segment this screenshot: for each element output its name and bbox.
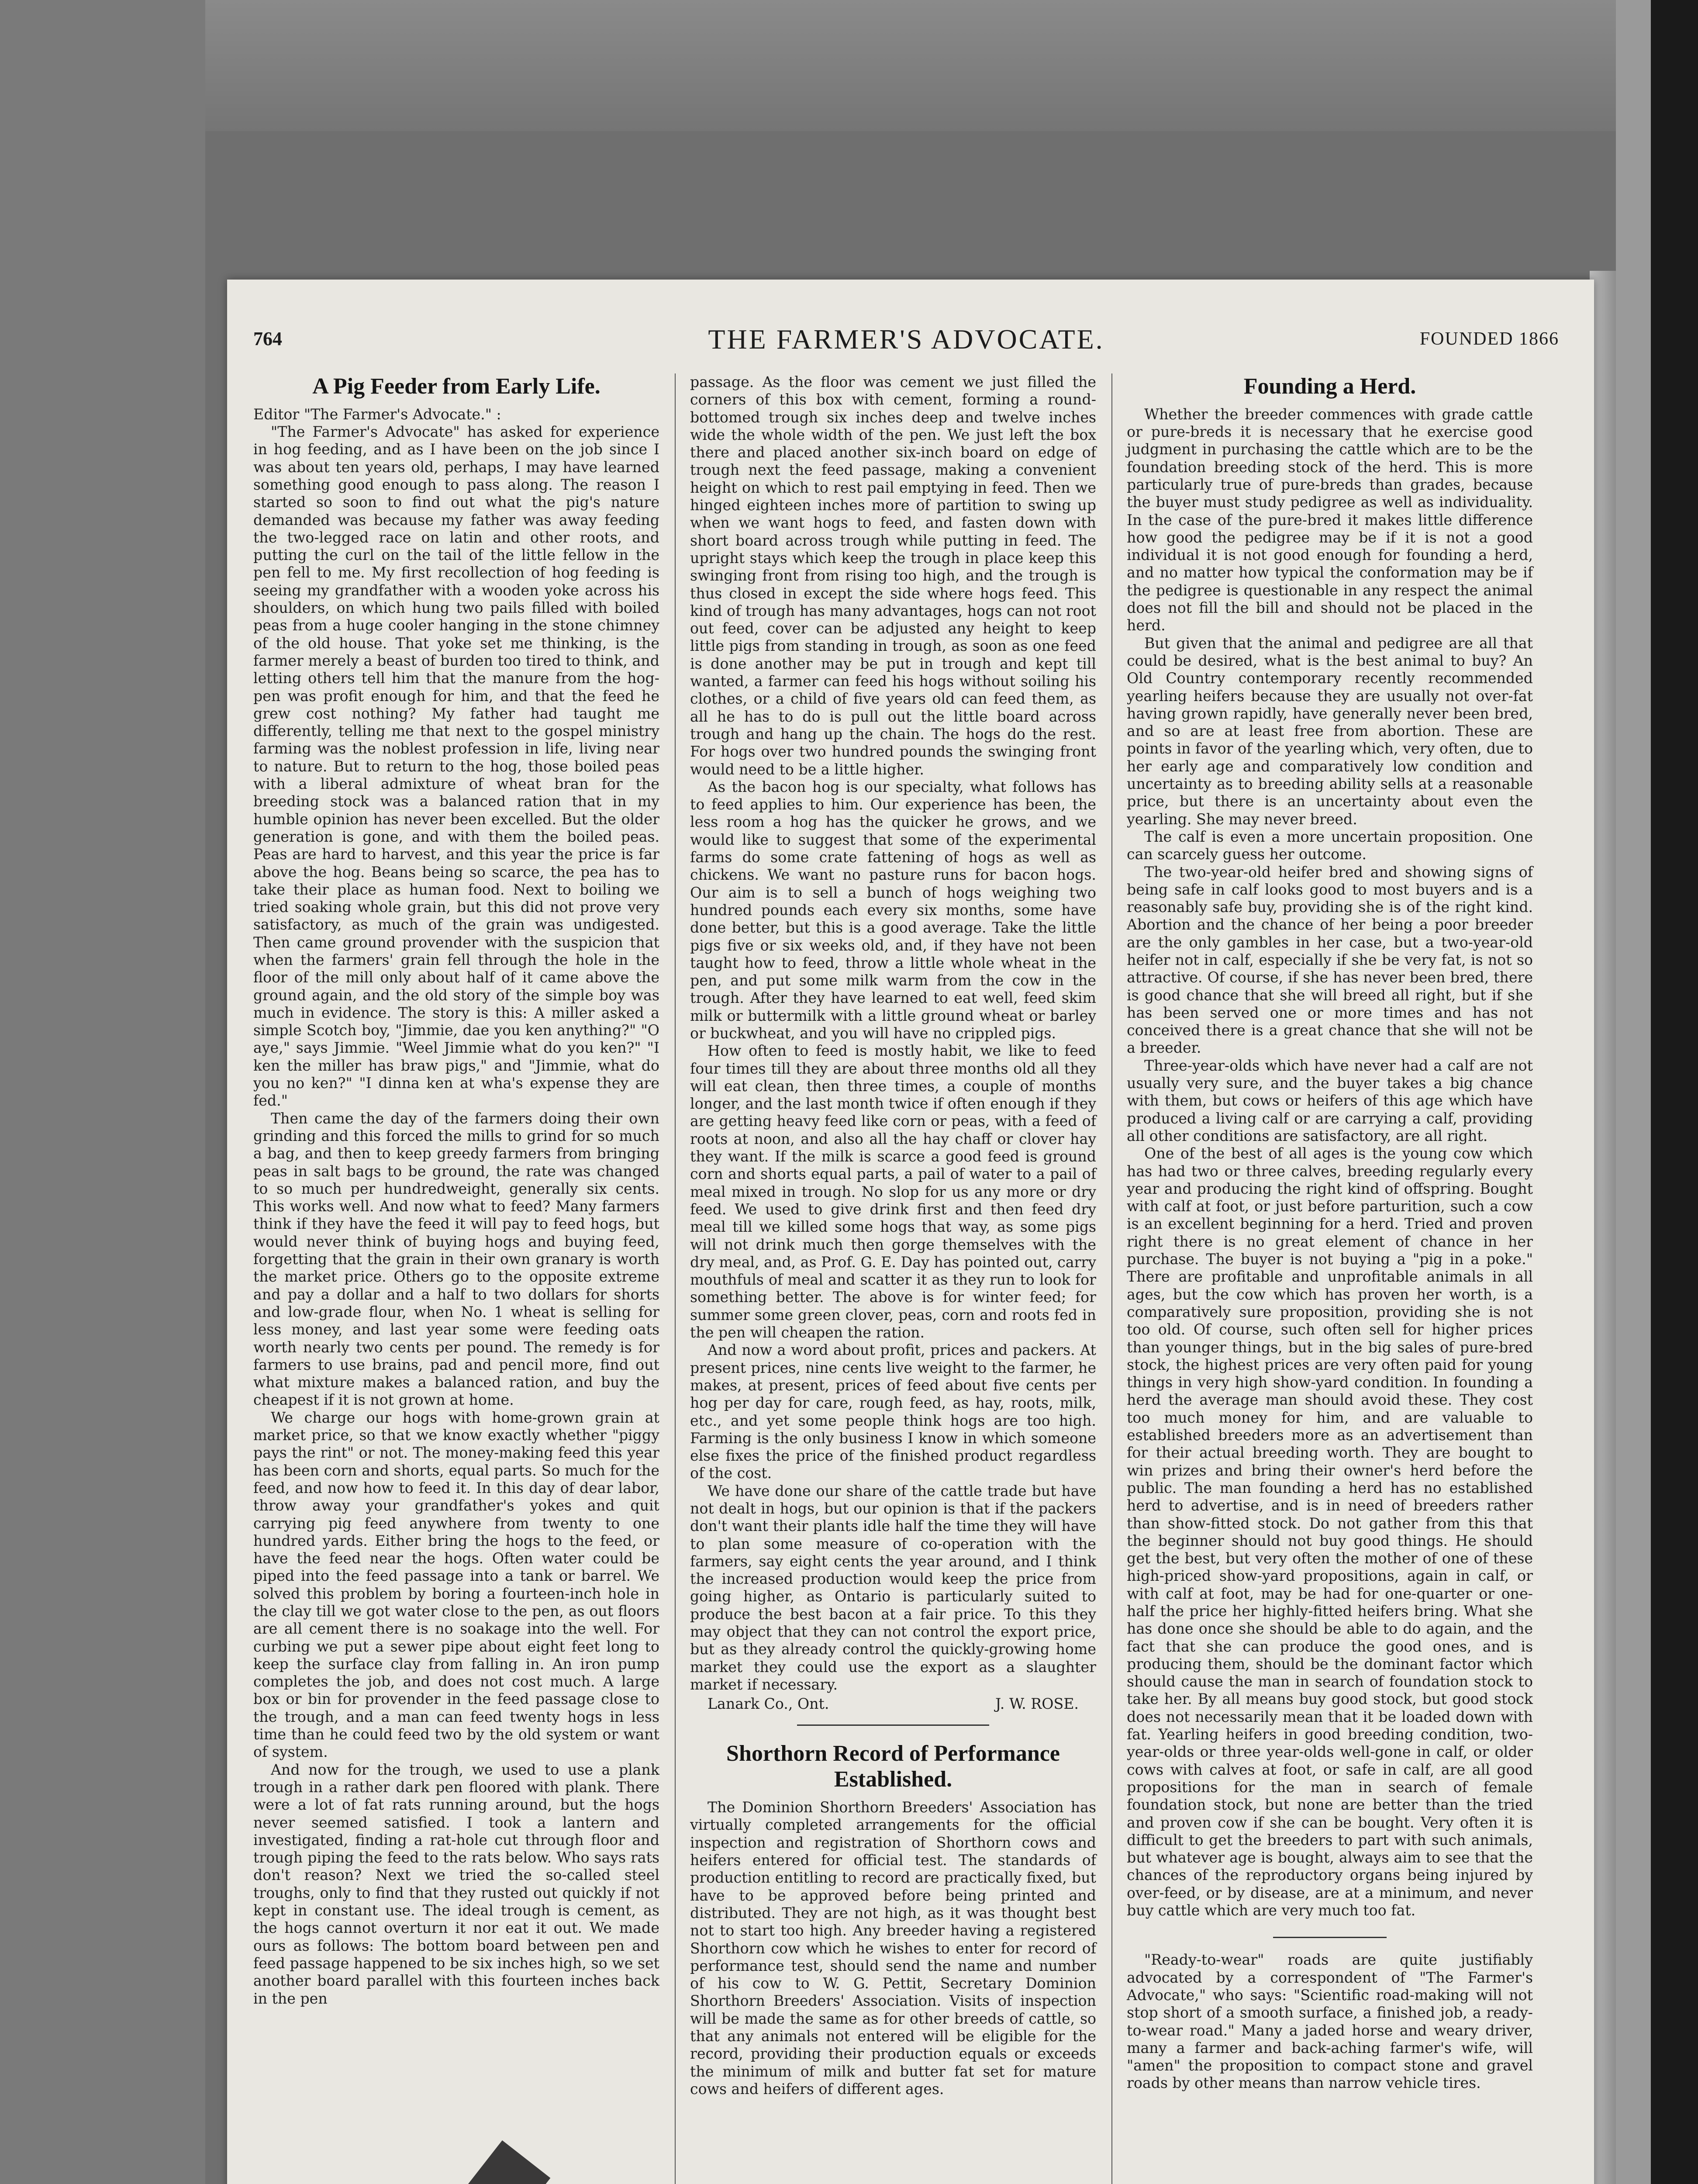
paragraph: And now a word about profit, prices and packers. At present prices, nine cents live weight to the farmer, he makes, at present, prices of feed about five cents per hog per day for care, rough feed, as hay, roots, milk, etc., and yet some people think hogs are too high. Farming is the only business I know in which someone else fixes the price of the finished product regardless of the cost. — [690, 1341, 1096, 1482]
column-3 — [1127, 373, 1533, 2184]
paragraph: "Ready-to-wear" roads are quite justifiably advocated by a correspondent of "The Farmer's Advocate," who says: "Scientific road-making will not stop short of a smooth surface, a finished job, a ready-to-wear road." Many a jaded horse and weary driver, many a farmer and back-aching farmer's wife, will "amen" the proposition to compact stone and gravel roads by other means than narrow vehicle tires. — [1127, 1951, 1533, 2092]
scanner-background-left — [0, 0, 205, 2184]
paragraph: And now for the trough, we used to use a plank trough in a rather dark pen floored with plank. There were a lot of fat rats running around, but the hogs never seemed satisfied. I took a lantern and investigated, finding a rat-hole cut through floor and trough piping the feed to the rats below. Who says rats don't reason? Next we tried the so-called steel troughs, only to find that they rusted out quickly if not kept in constant use. The ideal trough is cement, as the hogs cannot overturn it nor eat it out. We made ours as follows: The bottom board between pen and feed passage happened to be six inches high, so we set another board parallel with this fourteen inches back in the pen — [253, 1761, 659, 2007]
paragraph: The Dominion Shorthorn Breeders' Association has virtually completed arrangements for the official inspection and registration of Shorthorn cows and heifers entered for official test. The standards of production entitling to record are practically fixed, but have to be approved before being printed and distributed. They are not high, as it was thought best not to start too high. Any breeder having a registered Shorthorn cow which he wishes to enter for record of performance test, should send the name and number of his cow to W. G. Pettit, Secretary Dominion Shorthorn Breeders' Association. Visits of inspection will be made the same as for other breeds of cattle, so that any animals not entered will be eligible for the record, providing their production equals or exceeds the minimum of milk and butter fat set for mature cows and heifers of different ages. — [690, 1799, 1096, 2098]
scanner-background-top — [0, 0, 1698, 131]
paragraph: "The Farmer's Advocate" has asked for experience in hog feeding, and as I have been on the job since I was about ten years old, perhaps, I may have learned something good enough to pass along. The reason I started so soon to find out what the pig's nature demanded was because my father was away feeding the two-legged race on latin and other roots, and putting the curl on the tail of the little fellow in the pen fell to me. My first recollection of hog feeding is seeing my grandfather with a wooden yoke across his shoulders, on which hung two pails filled with boiled peas from a huge cooler hanging in the stone chimney of the old house. That yoke set me thinking, is the farmer merely a beast of burden too tired to think, and letting others tell him that the manure from the hog-pen was profit enough for him, and that the feed he grew cost nothing? My father had taught me differently, telling me that next to the gospel ministry farming was the noblest profession in life, living near to nature. But to return to the hog, those boiled peas with a liberal admixture of wheat bran for the breeding stock was a balanced ration that in my humble opinion has never been excelled. But the older generation is gone, and with them the boiled peas. Peas are hard to harvest, and this year the price is far above the hog. Beans being so scarce, the pea has to take their place as human food. Next to boiling we tried soaking whole grain, but this did not prove very satisfactory, as much of the grain was undigested. Then came ground provender with the suspicion that when the farmers' grain fell through the hole in the floor of the mill only about half of it came above the ground again, and the old story of the simple boy was much in evidence. The story is this: A miller asked a simple Scotch boy, "Jimmie, dae you ken anything?" "O aye," says Jimmie. "Weel Jimmie what do you ken?" "I ken the miller has braw pigs," and "Jimmie, what do you no ken?" "I dinna ken at wha's expense they are fed." — [253, 423, 659, 1109]
paragraph: One of the best of all ages is the young cow which has had two or three calves, breeding regularly every year and producing the right kind of offspring. Bought with calf at foot, or just before parturition, such a cow is an excellent beginning for a herd. Tried and proven right there is no great element of chance in her purchase. The buyer is not buying a "pig in a poke." There are profitable and unprofitable animals in all ages, but the cow which has proven her worth, is a comparatively sure proposition, providing she is not too old. Of course, such often sell for higher prices than younger things, but in the big sales of pure-bred stock, the highest prices are very often paid for young things in very high show-yard condition. In founding a herd the average man should avoid these. They cost too much money for him, and are valuable to established breeders more as an advertisement than for their actual breeding worth. They are bought to win prizes and bring their owner's herd before the public. The man founding a herd has no established herd to advertise, and is in need of breeders rather than show-fitted stock. Do not gather from this that the beginner should not buy good things. He should get the best, but very often the mother of one of these high-priced show-yard propositions, again in calf, or with calf at foot, may be had for one-quarter or one-half the price her highly-fitted heifers bring. What she has done once she should be able to do again, and the fact that she can produce the good ones, and is producing them, should be the dominant factor which should cause the man in search of foundation stock to take her. By all means buy good stock, but good stock does not necessarily mean that it be loaded down with fat. Yearling heifers in good breeding condition, two-year-olds or three year-olds well-gone in calf, or older cows with calves at foot, or safe in calf, are all good propositions for the man in search of female foundation stock, but none are better than the tried and proven cow if she can be bought. Very often it is difficult to get the breeders to part with such animals, but whatever age is bought, always aim to see that the chances of the reproductory organs being injured by over-feed, or by disease, are at a minimum, and never buy cattle which are very much too fat. — [1127, 1145, 1533, 1919]
signature-place: Lanark Co., Ont. — [708, 1695, 829, 1713]
newspaper-page — [227, 280, 1594, 2184]
page-header — [253, 323, 1559, 363]
salutation: Editor "The Farmer's Advocate." : — [253, 405, 501, 423]
signature-name: J. W. ROSE. — [995, 1695, 1079, 1713]
column-1 — [253, 373, 659, 2184]
founded-year: FOUNDED 1866 — [1419, 329, 1559, 349]
paragraph: But given that the animal and pedigree are all that could be desired, what is the best animal to buy? An Old Country contemporary recently recommended yearling heifers because they are usually not over-fat having grown rapidly, have generally never been bred, and so are at least free from abortion. These are points in favor of the yearling which, very often, due to her early age and comparatively low condition and uncertainty as to breeding ability sells at a reasonable price, but there is an uncertainty about even the yearling. She may never breed. — [1127, 634, 1533, 828]
paragraph: Then came the day of the farmers doing their own grinding and this forced the mills to grind for so much a bag, and then to keep greedy farmers from bringing peas in salt bags to be ground, the rate was changed to so much per hundredweight, generally six cents. This works well. And now what to feed? Many farmers think if they have the feed it will pay to feed hogs, but would never think of buying hogs and buying feed, forgetting that the grain in their own granary is worth the market price. Others go to the opposite extreme and pay a dollar and a half to two dollars for shorts and low-grade flour, when No. 1 wheat is selling for less money, and last year some were feeding oats worth nearly two cents per pound. The remedy is for farmers to use brains, pad and pencil more, find out what mixture makes a balanced ration, and buy the cheapest if it is not grown at home. — [253, 1109, 659, 1409]
journal-title: THE FARMER'S ADVOCATE. — [708, 324, 1104, 355]
paragraph: The two-year-old heifer bred and showing signs of being safe in calf looks good to most buyers and is a reasonably safe buy, providing she is of the right kind. Abortion and the chance of her being a poor breeder are the only gambles in her case, but a two-year-old heifer not in calf, especially if she be very fat, is not so attractive. Of course, if she has never been bred, there is good chance that she will breed all right, but if she has been served one or more times and has not conceived there is a great chance that she will not be a breeder. — [1127, 863, 1533, 1057]
article-title-shorthorn-record: Shorthorn Record of Performance Established. — [726, 1741, 1060, 1792]
section-divider — [1273, 1937, 1387, 1938]
column-2 — [690, 373, 1096, 2184]
section-divider — [797, 1724, 989, 1726]
page-number: 764 — [253, 328, 282, 349]
paragraph: Three-year-olds which have never had a calf are not usually very sure, and the buyer takes a big chance with them, but cows or heifers of this age which have produced a living calf or are carrying a calf, providing all other conditions are satisfactory, are all right. — [1127, 1057, 1533, 1144]
scanner-background-right — [1651, 0, 1698, 2184]
paragraph: passage. As the floor was cement we just filled the corners of this box with cement, forming a round-bottomed trough six inches deep and twelve inches wide the whole width of the pen. We just left the box there and placed another six-inch board on edge of trough next the feed passage, making a convenient height on which to rest pail emptying in feed. Then we hinged eighteen inches more of partition to swing up when we want hogs to feed, and fasten down with short board across trough while putting in feed. The upright stays which keep the trough in place keep this swinging front from rising too high, and the trough is thus closed in except the side where hogs feed. This kind of trough has many advantages, hogs can not root out feed, cover can be adjusted any height to keep little pigs from standing in trough, as soon as one feed is done another may be put in trough and kept till wanted, a farmer can feed his hogs without soiling his clothes, or a child of five years old can feed them, as all he has to do is pull out the little board across trough and hang up the chain. The hogs do the rest. For hogs over two hundred pounds the swinging front would need to be a little higher. — [690, 373, 1096, 778]
paragraph: We charge our hogs with home-grown grain at market price, so that we know exactly whether "piggy pays the rint" or not. The money-making feed this year has been corn and shorts, equal parts. So much for the feed, and now how to feed it. In this day of dear labor, throw away your grandfather's yokes and quit carrying pig feed anywhere from twenty to one hundred yards. Either bring the hogs to the feed, or have the feed near the hogs. Often water could be piped into the feed passage into a tank or barrel. We solved this problem by boring a fourteen-inch hole in the clay till we got water close to the pen, as out floors are all cement there is no soakage into the well. For curbing we put a sewer pipe about eight feet long to keep the surface clay from falling in. An iron pump completes the job, and does not cost much. A large box or bin for provender in the feed passage close to the trough, and a man can feed twenty hogs in less time than he could feed two by the old system or want of system. — [253, 1409, 659, 1761]
article-title-founding-herd: Founding a Herd. — [1243, 374, 1416, 399]
paragraph: How often to feed is mostly habit, we like to feed four times till they are about three months old all they will eat clean, then three times, a couple of months longer, and the last month twice if often enough if they are getting heavy feed like corn or peas, with a feed of roots at noon, and also all the hay chaff or clover hay they want. If the milk is scarce a good feed is ground corn and shorts equal parts, a pail of water to a pail of meal mixed in trough. No slop for us any more or dry feed. We used to give drink first and then feed dry meal till we killed some hogs that way, as some pigs will not drink much then gorge themselves with the dry meal, and, as Prof. G. E. Day has pointed out, carry mouthfuls of meal and scatter it as they run to look for something better. The above is for winter feed; for summer some green clover, peas, corn and roots fed in the pen will cheapen the ration. — [690, 1042, 1096, 1341]
paragraph: Whether the breeder commences with grade cattle or pure-breds it is necessary that he exercise good judgment in purchasing the cattle which are to be the foundation breeding stock of the herd. This is more particularly true of pure-breds than grades, because the buyer must study pedigree as well as individuality. In the case of the pure-bred it makes little difference how good the pedigree may be if it is not a good individual it is not good enough for founding a herd, and no matter how typical the conformation may be if the pedigree is questionable in any respect the animal does not fill the bill and should not be placed in the herd. — [1127, 405, 1533, 634]
column-rule — [675, 373, 676, 2184]
paragraph: As the bacon hog is our specialty, what follows has to feed applies to him. Our experience has been, the less room a hog has the quicker he grows, and we would like to suggest that some of the experimental farms do some crate fattening of hogs as well as chickens. We want no pasture runs for bacon hogs. Our aim is to sell a bunch of hogs weighing two hundred pounds each every six months, some have done better, but this is a good average. Take the little pigs five or six weeks old, and, if they have not been taught how to feed, throw a little whole wheat in the pen, and put some milk warm from the cow in the trough. After they have learned to eat well, feed skim milk or buttermilk with a little ground wheat or barley or buckwheat, and you will have no crippled pigs. — [690, 778, 1096, 1042]
scanner-background-right-strip — [1616, 0, 1651, 2184]
paragraph: We have done our share of the cattle trade but have not dealt in hogs, but our opinion is that if the packers don't want their plants idle half the time they will have to plan some measure of co-operation with the farmers, say eight cents the year around, and I think the increased production would keep the price from going higher, as Ontario is particularly suited to produce the best bacon at a fair price. To this they may object that they can not control the export price, but as they already control the quickly-growing home market they could use the export as a slaughter market if necessary. — [690, 1482, 1096, 1693]
column-rule — [1111, 373, 1112, 2184]
article-title-pig-feeder: A Pig Feeder from Early Life. — [312, 374, 601, 399]
paragraph: The calf is even a more uncertain proposition. One can scarcely guess her outcome. — [1127, 828, 1533, 863]
